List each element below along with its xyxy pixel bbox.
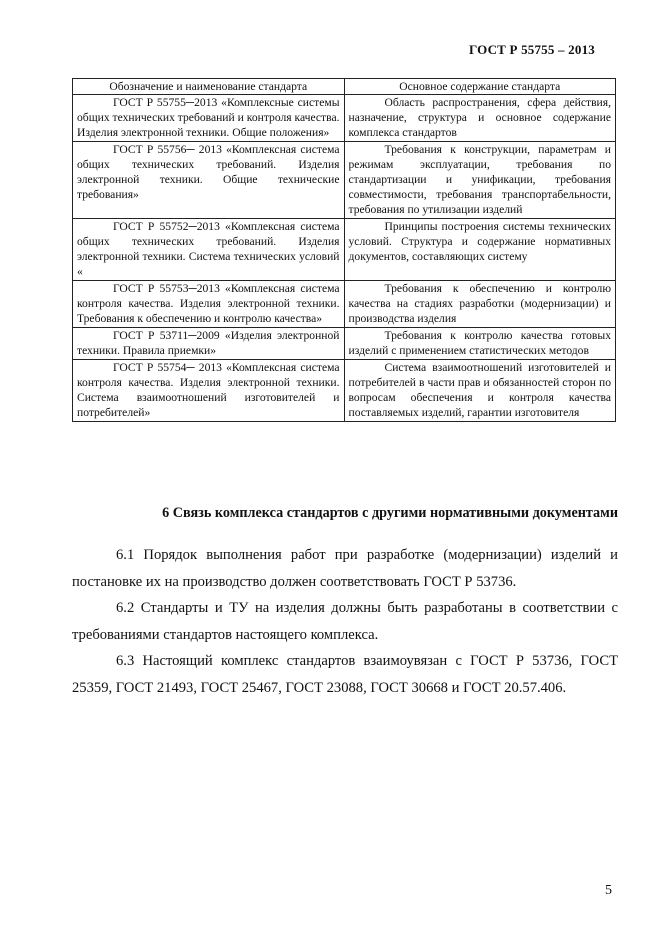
table-row [73,328,616,360]
table-row [73,142,616,219]
section-heading: 6 Связь комплекса стандартов с другими нормативными документами [162,505,618,521]
paragraph-6-3: 6.3 Настоящий комплекс стандартов взаимоувязан с ГОСТ Р 53736, ГОСТ 25359, ГОСТ 21493, ГОСТ 25467, ГОСТ 23088, ГОСТ 30668 и ГОСТ 20.57.406. [72,653,618,696]
content-cell: Требования к конструкции, параметрам и режимам эксплуатации, требования по стандартизации и унификации, требования совместимости, требования транспортабельности, требования по утилизации изделий [344,142,616,219]
content-cell: Требования к обеспечению и контролю качества на стадиях разработки (модернизации) и производства изделия [344,281,616,328]
standard-cell: ГОСТ Р 53711─2009 «Изделия электронной техники. Правила приемки» [73,328,345,360]
content-cell: Требования к контролю качества готовых изделий с применением статистических методов [344,328,616,360]
standard-cell: ГОСТ Р 55753─2013 «Комплексная система контроля качества. Изделия электронной техники. Требования к обеспечению и контролю качества» [73,281,345,328]
content-cell: Принципы построения системы технических условий. Структура и содержание нормативных документов, составляющих систему [344,219,616,281]
standard-cell: ГОСТ Р 55756─ 2013 «Комплексная система общих технических требований. Изделия электронной техники. Общие технические требования» [73,142,345,219]
document-code-header: ГОСТ Р 55755 – 2013 [468,42,595,57]
table-row [73,281,616,328]
table-header-row [73,79,616,95]
content-cell: Область распространения, сфера действия, назначение, структура и основное содержание комплекса стандартов [344,95,616,142]
standard-cell: ГОСТ Р 55754─ 2013 «Комплексная система контроля качества. Изделия электронной техники. Система взаимоотношений изготовителей и потребителей» [73,360,345,422]
paragraph-6-2: 6.2 Стандарты и ТУ на изделия должны быть разработаны в соответствии с требованиями стандартов настоящего комплекса. [72,600,618,643]
table-row [73,219,616,281]
column-header-content: Основное содержание стандарта [344,79,616,95]
table-row [73,360,616,422]
paragraph-6-1: 6.1 Порядок выполнения работ при разработке (модернизации) изделий и постановке их на производство должен соответствовать ГОСТ Р 53736. [72,547,618,590]
standards-table [72,78,616,422]
table-row [73,95,616,142]
standard-cell: ГОСТ Р 55755─2013 «Комплексные системы общих технических требований и контроля качества. Изделия электронной техники. Общие положения» [73,95,345,142]
standard-cell: ГОСТ Р 55752─2013 «Комплексная система общих технических требований. Изделия электронной техники. Система технических условий « [73,219,345,281]
content-cell: Система взаимоотношений изготовителей и потребителей в части прав и обязанностей сторон по вопросам обеспечения и контроля качества поставляемых изделий, гарантии изготовителя [344,360,616,422]
page-number: 5 [605,883,612,898]
column-header-standard: Обозначение и наименование стандарта [73,79,345,95]
